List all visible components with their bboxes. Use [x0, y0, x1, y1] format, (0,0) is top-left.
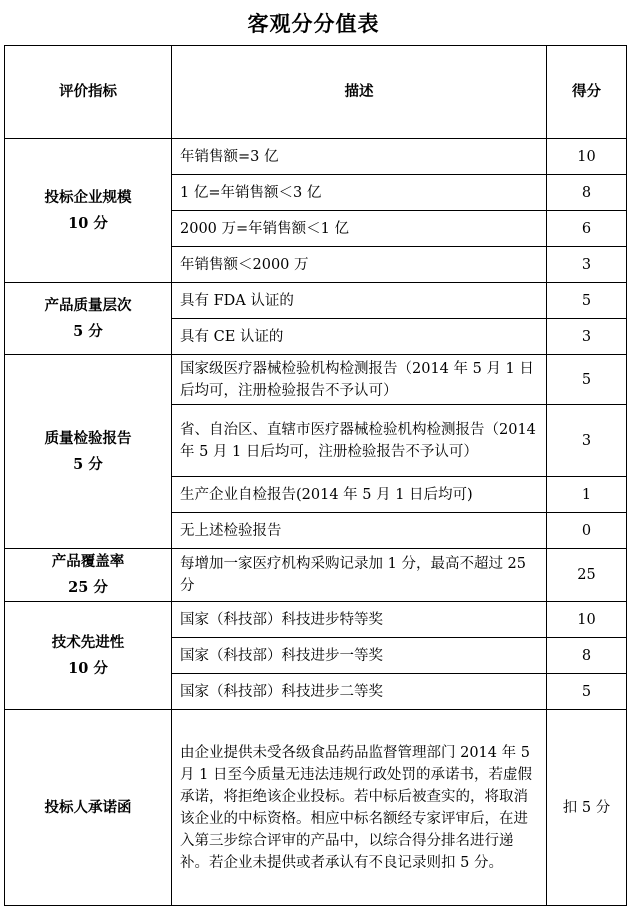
indicator-points: 25 分	[68, 579, 108, 596]
description-cell: 国家（科技部）科技进步二等奖	[172, 674, 547, 710]
table-row	[5, 355, 627, 405]
table-row	[5, 602, 627, 638]
page-title: 客观分分值表	[247, 11, 380, 36]
description-cell: 生产企业自检报告(2014 年 5 月 1 日后均可)	[172, 477, 547, 513]
indicator-name: 投标企业规模	[44, 188, 132, 206]
table-row	[5, 283, 627, 319]
score-cell: 6	[547, 211, 627, 247]
score-cell: 10	[547, 602, 627, 638]
description-cell: 年销售额＜2000 万	[172, 247, 547, 283]
indicator-points: 10 分	[68, 214, 108, 232]
table-row	[5, 139, 627, 175]
score-table	[4, 45, 627, 906]
description-cell: 国家（科技部）科技进步一等奖	[172, 638, 547, 674]
score-cell: 5	[547, 674, 627, 710]
indicator-name: 技术先进性	[51, 633, 125, 651]
indicator-cell	[5, 355, 172, 549]
indicator-points: 5 分	[73, 322, 103, 340]
description-cell: 省、自治区、直辖市医疗器械检验机构检测报告（2014 年 5 月 1 日后均可，注册检验报告不予认可）	[172, 405, 547, 477]
score-cell: 10	[547, 139, 627, 175]
indicator-points: 5 分	[73, 455, 103, 473]
score-cell: 3	[547, 319, 627, 355]
indicator-cell	[5, 602, 172, 710]
table-row	[5, 710, 627, 906]
description-cell: 国家级医疗器械检验机构检测报告（2014 年 5 月 1 日后均可，注册检验报告不予认可）	[172, 355, 547, 405]
score-cell: 3	[547, 405, 627, 477]
description-cell: 每增加一家医疗机构采购记录加 1 分，最高不超过 25 分	[172, 549, 547, 602]
description-cell: 1 亿=年销售额＜3 亿	[172, 175, 547, 211]
description-cell: 由企业提供未受各级食品药品监督管理部门 2014 年 5 月 1 日至今质量无违法违规行政处罚的承诺书，若虚假承诺，将拒绝该企业投标。若中标后被查实的，将取消该企业的中标资格。相应中标名额经专家评审后，在进入第三步综合评审的产品中，以综合得分排名进行递补。若企业未提供或者承认有不良记录则扣 5 分。	[172, 710, 547, 906]
description-cell: 具有 CE 认证的	[172, 319, 547, 355]
header-indicator: 评价指标	[5, 46, 172, 139]
score-cell: 0	[547, 513, 627, 549]
description-cell: 年销售额=3 亿	[172, 139, 547, 175]
score-cell: 5	[547, 355, 627, 405]
score-cell: 8	[547, 175, 627, 211]
table-row	[5, 549, 627, 602]
indicator-name: 产品质量层次	[44, 296, 132, 314]
indicator-cell	[5, 283, 172, 355]
header-description: 描述	[172, 46, 547, 139]
description-cell: 无上述检验报告	[172, 513, 547, 549]
score-cell: 8	[547, 638, 627, 674]
description-cell: 2000 万=年销售额＜1 亿	[172, 211, 547, 247]
indicator-name: 投标人承诺函	[44, 798, 132, 816]
score-cell: 扣 5 分	[547, 710, 627, 906]
indicator-name: 产品覆盖率	[51, 553, 125, 570]
header-score: 得分	[547, 46, 627, 139]
score-cell: 25	[547, 549, 627, 602]
description-cell: 具有 FDA 认证的	[172, 283, 547, 319]
score-cell: 3	[547, 247, 627, 283]
header-row	[5, 46, 627, 139]
indicator-cell	[5, 549, 172, 602]
indicator-name: 质量检验报告	[44, 429, 132, 447]
description-cell: 国家（科技部）科技进步特等奖	[172, 602, 547, 638]
indicator-cell	[5, 139, 172, 283]
indicator-cell	[5, 710, 172, 906]
score-cell: 5	[547, 283, 627, 319]
score-cell: 1	[547, 477, 627, 513]
indicator-points: 10 分	[68, 659, 108, 677]
